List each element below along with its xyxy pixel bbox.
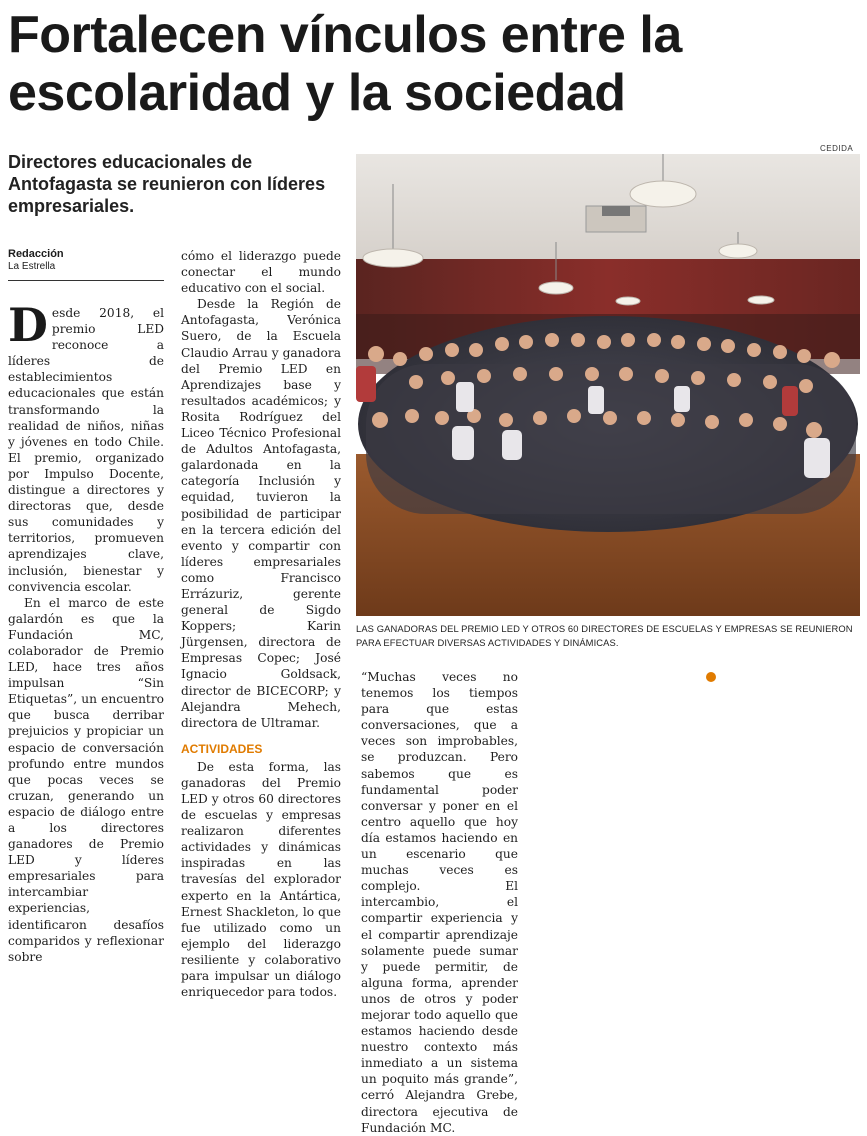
- column-3: [361, 669, 518, 1136]
- group-photo: [356, 154, 860, 616]
- deck: Directores educacionales de Antofagasta se reunieron con líderes empresariales.: [8, 152, 326, 216]
- photo-caption: [356, 622, 860, 650]
- headline-line-2: escolaridad y la sociedad: [8, 64, 626, 122]
- paragraph-4: De esta forma, las ganadoras del Premio LED y otros 60 directores de escuelas y empresas realizaron diferentes actividades y dinámicas inspiradas en las travesías del explorador experto en la Antártica, Ernest Shackleton, lo que fue utilizado como un ejemplo del liderazgo resiliente y colaborativo para impulsar un diálogo enriquecedor para todos.: [181, 759, 341, 1000]
- paragraph-1: [8, 298, 164, 595]
- photo-credit: CEDIDA: [820, 144, 854, 153]
- byline: [8, 248, 64, 273]
- end-mark-icon: [706, 672, 716, 682]
- caption-line-1: LAS GANADORAS DEL PREMIO LED Y OTROS 60 DIRECTORES DE ESCUELAS Y EMPRESAS SE REUNIERON: [356, 623, 853, 634]
- caption-line-2: PARA EFECTUAR DIVERSAS ACTIVIDADES Y DINÁMICAS.: [356, 637, 619, 648]
- byline-name: Redacción: [8, 248, 64, 260]
- column-5: [703, 669, 860, 685]
- paragraph-2-continued: cómo el liderazgo puede conectar el mundo educativo con el social.: [181, 249, 341, 296]
- drop-cap: D: [8, 298, 48, 352]
- paragraph-2: En el marco de este galardón es que la Fundación MC, colaborador de Premio LED, hace tres años impulsan “Sin Etiquetas”, un encuentro que busca derribar prejuicios y propiciar un espacio de conversación profundo entre mundos que pocas veces se cruzan, generando un espacio de diálogo entre a los directores ganadores de Premio LED y líderes empresariales para intercambiar experiencias, identificaron desafíos comparidos y reflexionar sobre: [8, 595, 164, 964]
- paragraph-1-text: esde 2018, el premio LED reconoce a líderes de establecimientos educacionales que están transformando la realidad de niños, niñas y jóvenes en todo Chile. El premio, organizado por Impulso Docente, distingue a directores y directoras que, desde sus comunidades y territorios, promueven aprendizajes clave, inclusión, bienestar y convivencia escolar.: [8, 306, 164, 594]
- column-1: [8, 298, 164, 965]
- headline: [8, 6, 858, 122]
- byline-org: La Estrella: [8, 261, 56, 272]
- paragraph-5: “Muchas veces no tenemos los tiempos para que estas conversaciones, que a veces son improbables, se produzcan. Pero sabemos que es fundamental poder conversar y poner en el centro aquello que hoy día estamos haciendo en un escenario que muchas veces es complejo. El intercambio, el compartir experiencia y el compartir aprendizaje solamente puede sumar y puede permitir, de alguna forma, aprender unos de otros y poder mejorar todo aquello que estamos haciendo desde nuestro contexto más inmediato a un sistema un poquito más grande”, cerró Alejandra Grebe, directora ejecutiva de Fundación MC.: [361, 670, 518, 1135]
- column-2: [181, 248, 341, 1000]
- headline-line-1: Fortalecen vínculos entre la: [8, 6, 682, 64]
- paragraph-3: Desde la Región de Antofagasta, Verónica Suero, de la Escuela Claudio Arrau y ganadora del Premio LED en Aprendizajes base y resultados académicos; y Rosita Rodríguez del Liceo Técnico Profesional de Adultos Antofagasta, galardonada en la categoría Inclusión y equidad, tuvieron la posibilidad de participar en la tercera edición del evento y compartir con líderes empresariales como Francisco Errázuriz, gerente general de Sigdo Koppers; Karin Jürgensen, directora de Empresas Copec; José Ignacio Goldsack, director de BICECORP; y Alejandra Mehech, directora de Ultramar.: [181, 297, 341, 730]
- byline-rule: [8, 280, 164, 281]
- subhead-actividades: ACTIVIDADES: [181, 741, 263, 756]
